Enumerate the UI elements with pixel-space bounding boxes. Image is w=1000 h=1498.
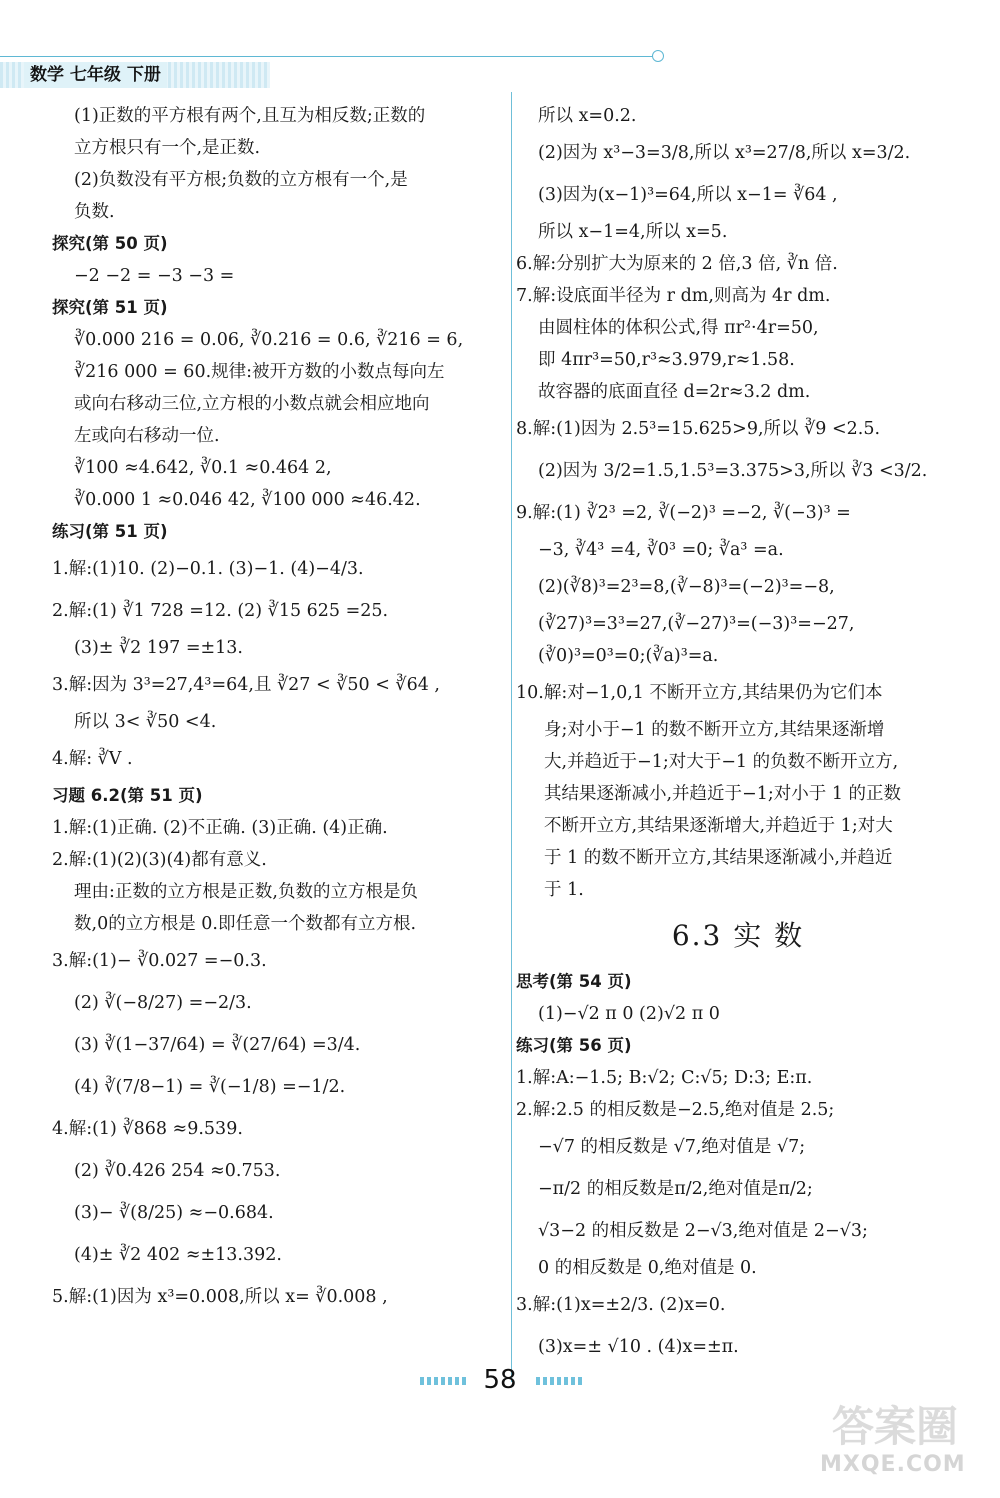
left-column: [52, 100, 500, 1318]
text-line: 10.解:对−1,0,1 不断开立方,其结果仍为它们本: [516, 683, 883, 703]
text-line: (1)正数的平方根有两个,且互为相反数;正数的: [74, 106, 426, 126]
text-line: ∛100 ≈4.642, ∛0.1 ≈0.464 2,: [74, 458, 332, 478]
header-dot: [652, 50, 664, 62]
text-line: 负数.: [74, 202, 115, 222]
text-line: 2.解:(1) ∛1 728 =12. (2) ∛15 625 =25.: [52, 601, 389, 621]
text-line: 2.解:(1)(2)(3)(4)都有意义.: [52, 850, 267, 870]
text-line: (2) ∛(−8/27) =−2/3.: [74, 993, 252, 1013]
text-line: 所以 3< ∛50 <4.: [74, 712, 217, 732]
watermark-logo: 答案圈: [832, 1402, 959, 1451]
text-line: 所以 x=0.2.: [538, 106, 637, 126]
text-line: −√7 的相反数是 √7,绝对值是 √7;: [538, 1137, 806, 1157]
watermark: [820, 1390, 990, 1490]
text-line: 1.解:(1)正确. (2)不正确. (3)正确. (4)正确.: [52, 818, 388, 838]
text-line: 所以 x−1=4,所以 x=5.: [538, 222, 728, 242]
text-line: (1)−√2 π 0 (2)√2 π 0: [538, 1004, 720, 1024]
footer-deco-right: [536, 1377, 582, 1385]
text-line: (∛0)³=0³=0;(∛a)³=a.: [538, 646, 719, 666]
text-line: 3.解:(1)x=±2/3. (2)x=0.: [516, 1295, 726, 1315]
text-line: 由圆柱体的体积公式,得 πr²·4r=50,: [538, 318, 819, 338]
header-title: 数学 七年级 下册: [24, 62, 167, 88]
text-line: 4.解:(1) ∛868 ≈9.539.: [52, 1119, 243, 1139]
column-divider: [511, 92, 512, 1382]
text-line: 4.解: ∛V .: [52, 749, 133, 769]
section-heading: 练习(第 51 页): [52, 522, 168, 541]
footer-deco-left: [420, 1377, 466, 1385]
text-line: 左或向右移动一位.: [74, 426, 220, 446]
page-header: [0, 0, 1000, 100]
text-line: 9.解:(1) ∛2³ =2, ∛(−2)³ =−2, ∛(−3)³ =: [516, 503, 851, 523]
text-line: (3) ∛(1−37/64) = ∛(27/64) =3/4.: [74, 1035, 361, 1055]
text-line: −2 −2 = −3 −3 =: [74, 266, 235, 286]
text-line: (3)− ∛(8/25) ≈−0.684.: [74, 1203, 274, 1223]
page-number: 58: [483, 1365, 517, 1395]
text-line: 3.解:因为 3³=27,4³=64,且 ∛27 < ∛50 < ∛64 ,: [52, 675, 440, 695]
text-line: (3)x=± √10 . (4)x=±π.: [538, 1337, 739, 1357]
text-line: (2)(∛8)³=2³=8,(∛−8)³=(−2)³=−8,: [538, 577, 835, 597]
text-line: 0 的相反数是 0,绝对值是 0.: [538, 1258, 757, 1278]
text-line: (2) ∛0.426 254 ≈0.753.: [74, 1161, 281, 1181]
text-line: 理由:正数的立方根是正数,负数的立方根是负: [74, 882, 418, 902]
text-line: 1.解:(1)10. (2)−0.1. (3)−1. (4)−4/3.: [52, 559, 364, 579]
text-line: 大,并趋近于−1;对大于−1 的负数不断开立方,: [544, 752, 899, 772]
text-line: (3)± ∛2 197 =±13.: [74, 638, 243, 658]
header-rule: [0, 56, 655, 57]
text-line: 于 1.: [544, 880, 584, 900]
text-line: (4) ∛(7/8−1) = ∛(−1/8) =−1/2.: [74, 1077, 346, 1097]
text-line: 2.解:2.5 的相反数是−2.5,绝对值是 2.5;: [516, 1100, 835, 1120]
text-line: ∛216 000 = 60.规律:被开方数的小数点每向左: [74, 362, 445, 382]
section-heading: 思考(第 54 页): [516, 972, 632, 991]
text-line: 即 4πr³=50,r³≈3.979,r≈1.58.: [538, 350, 795, 370]
section-heading: 6.3 实 数: [671, 919, 805, 952]
text-line: 故容器的底面直径 d=2r≈3.2 dm.: [538, 382, 811, 402]
text-line: (4)± ∛2 402 ≈±13.392.: [74, 1245, 282, 1265]
text-line: 数,0的立方根是 0.即任意一个数都有立方根.: [74, 914, 417, 934]
text-line: ∛0.000 216 = 0.06, ∛0.216 = 0.6, ∛216 = 6,: [74, 330, 464, 350]
text-line: 立方根只有一个,是正数.: [74, 138, 261, 158]
text-line: −π/2 的相反数是π/2,绝对值是π/2;: [538, 1179, 813, 1199]
text-line: (2)因为 x³−3=3/8,所以 x³=27/8,所以 x=3/2.: [538, 143, 911, 163]
text-line: √3−2 的相反数是 2−√3,绝对值是 2−√3;: [538, 1221, 868, 1241]
text-line: ∛0.000 1 ≈0.046 42, ∛100 000 ≈46.42.: [74, 490, 421, 510]
text-line: 其结果逐渐减小,并趋近于−1;对小于 1 的正数: [544, 784, 902, 804]
text-line: 或向右移动三位,立方根的小数点就会相应地向: [74, 394, 430, 414]
text-line: −3, ∛4³ =4, ∛0³ =0; ∛a³ =a.: [538, 540, 784, 560]
section-heading: 习题 6.2(第 51 页): [52, 786, 203, 805]
text-line: 6.解:分别扩大为原来的 2 倍,3 倍, ∛n 倍.: [516, 254, 838, 274]
text-line: (2)负数没有平方根;负数的立方根有一个,是: [74, 170, 408, 190]
text-line: 1.解:A:−1.5; B:√2; C:√5; D:3; E:π.: [516, 1068, 813, 1088]
section-heading: 探究(第 50 页): [52, 234, 168, 253]
watermark-text: MXQE.COM: [820, 1452, 966, 1477]
section-heading: 练习(第 56 页): [516, 1036, 632, 1055]
section-heading: 探究(第 51 页): [52, 298, 168, 317]
right-column: [516, 100, 960, 1368]
text-line: 7.解:设底面半径为 r dm,则高为 4r dm.: [516, 286, 831, 306]
text-line: 于 1 的数不断开立方,其结果逐渐减小,并趋近: [544, 848, 893, 868]
text-line: 3.解:(1)− ∛0.027 =−0.3.: [52, 951, 267, 971]
text-line: 5.解:(1)因为 x³=0.008,所以 x= ∛0.008 ,: [52, 1287, 388, 1307]
text-line: (3)因为(x−1)³=64,所以 x−1= ∛64 ,: [538, 185, 838, 205]
text-line: 身;对小于−1 的数不断开立方,其结果逐渐增: [544, 720, 885, 740]
text-line: (2)因为 3/2=1.5,1.5³=3.375>3,所以 ∛3 <3/2.: [538, 461, 928, 481]
text-line: 不断开立方,其结果逐渐增大,并趋近于 1;对大: [544, 816, 893, 836]
text-line: (∛27)³=3³=27,(∛−27)³=(−3)³=−27,: [538, 614, 855, 634]
text-line: 8.解:(1)因为 2.5³=15.625>9,所以 ∛9 <2.5.: [516, 419, 881, 439]
